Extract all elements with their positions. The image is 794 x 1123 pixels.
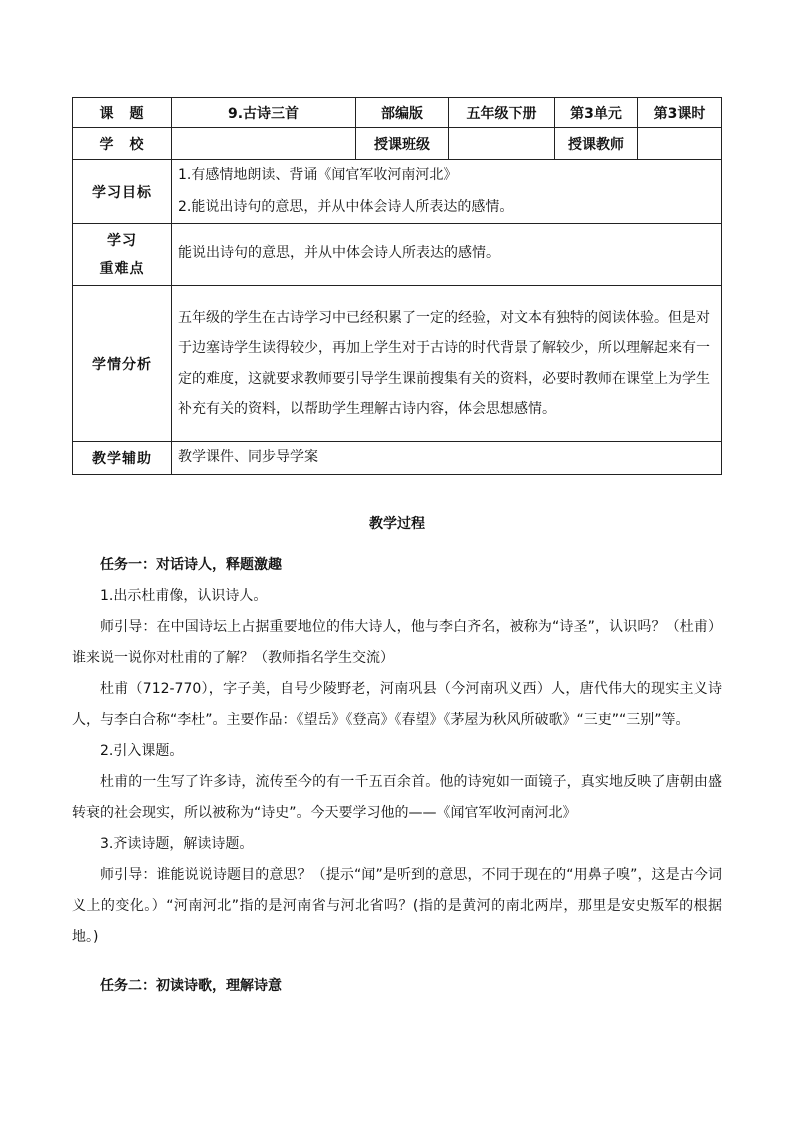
task2-heading: 任务二：初读诗歌，理解诗意 <box>100 978 282 994</box>
period: 第3课时 <box>638 98 722 128</box>
analysis-text: 五年级的学生在古诗学习中已经积累了一定的经验，对文本有独特的阅读体验。但是对于边塞诗学生读得较少，再加上学生对于古诗的时代背景了解较少，所以理解起来有一定的难度，这就要求教师要引导学生课前搜集有关的资料，必要时教师在课堂上为学生补充有关的资料，以帮助学生理解古诗内容，体会思想感情。 <box>172 286 722 442</box>
school-value <box>172 128 356 160</box>
table-row <box>73 224 722 286</box>
lesson-title: 9.古诗三首 <box>172 98 356 128</box>
key-points-label <box>73 224 172 286</box>
goal-item: 1.有感情地朗读、背诵《闻官军收河南河北》 <box>178 167 458 183</box>
goals-cell <box>172 160 722 224</box>
table-row <box>73 286 722 442</box>
key-points-label-line1: 学习 <box>107 232 137 249</box>
process-body <box>72 550 722 1002</box>
process-title: 教学过程 <box>369 516 425 532</box>
aids-text: 教学课件、同步导学案 <box>172 442 722 475</box>
step2-heading: 2.引入课题。 <box>100 743 184 759</box>
step2-text: 杜甫的一生写了许多诗，流传至今的有一千五百余首。他的诗宛如一面镜子，真实地反映了唐朝由盛转衰的社会现实，所以被称为“诗史”。今天要学习他的——《闻官军收河南河北》 <box>72 774 722 821</box>
table-row <box>73 128 722 160</box>
lesson-info-table <box>72 97 722 475</box>
grade: 五年级下册 <box>449 98 555 128</box>
step3-heading: 3.齐读诗题，解读诗题。 <box>100 836 254 852</box>
aids-label: 教学辅助 <box>73 442 172 475</box>
class-label: 授课班级 <box>356 128 449 160</box>
unit: 第3单元 <box>555 98 638 128</box>
goals-label: 学习目标 <box>73 160 172 224</box>
key-points-text: 能说出诗句的意思，并从中体会诗人所表达的感情。 <box>172 224 722 286</box>
teacher-label: 授课教师 <box>555 128 638 160</box>
table-row <box>73 442 722 475</box>
step1-guide: 师引导：在中国诗坛上占据重要地位的伟大诗人，他与李白齐名，被称为“诗圣”，认识吗？（杜甫）谁来说一说你对杜甫的了解？（教师指名学生交流） <box>72 619 722 666</box>
step3-guide: 师引导：谁能说说诗题目的意思？（提示“闻”是听到的意思，不同于现在的“用鼻子嗅”，这是古今词义上的变化。）“河南河北”指的是河南省与河北省吗？(指的是黄河的南北两岸，那里是安史叛军的根据地。) <box>72 867 722 945</box>
topic-label: 课 题 <box>73 98 172 128</box>
key-points-label-line2: 重难点 <box>99 260 145 277</box>
teacher-value <box>638 128 722 160</box>
goal-item: 2.能说出诗句的意思，并从中体会诗人所表达的感情。 <box>178 198 514 215</box>
edition: 部编版 <box>356 98 449 128</box>
table-row <box>73 160 722 224</box>
analysis-label: 学情分析 <box>73 286 172 442</box>
step1-bio: 杜甫（712-770），字子美，自号少陵野老，河南巩县（今河南巩义西）人，唐代伟大的现实主义诗人，与李白合称“李杜”。主要作品：《望岳》《登高》《春望》《茅屋为秋风所破歌》“三吏”“三别”等。 <box>72 681 722 728</box>
class-value <box>449 128 555 160</box>
step1-heading: 1.出示杜甫像，认识诗人。 <box>100 588 268 604</box>
school-label: 学 校 <box>73 128 172 160</box>
table-row <box>73 98 722 128</box>
task1-heading: 任务一：对话诗人，释题激趣 <box>100 557 282 573</box>
